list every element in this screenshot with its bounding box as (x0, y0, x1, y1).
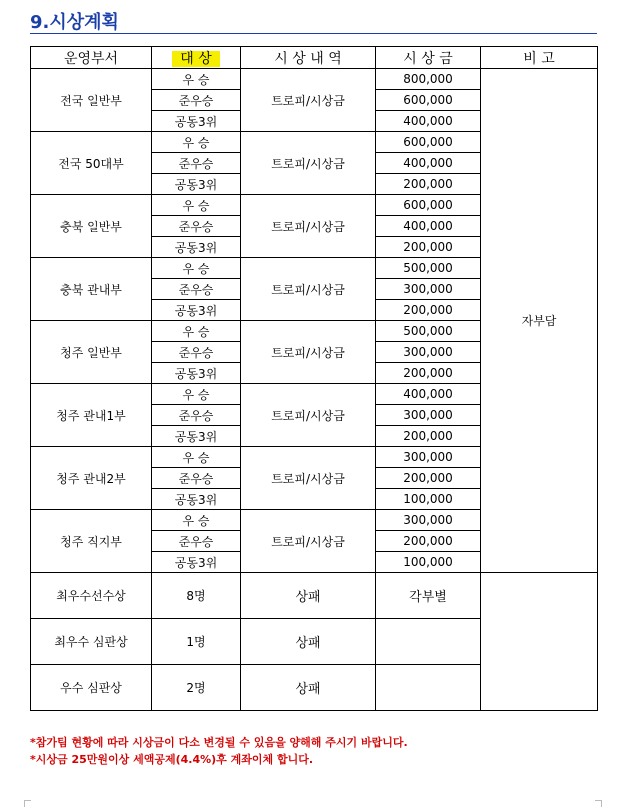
content-cell: 트로피/시상금 (241, 384, 376, 447)
prize-cell: 600,000 (376, 132, 481, 153)
rank-cell: 준우승 (152, 531, 241, 552)
rank-cell: 우 승 (152, 258, 241, 279)
page-corner-mark-left (24, 800, 31, 807)
table-row (31, 69, 598, 90)
prize-cell: 300,000 (376, 405, 481, 426)
note-cell-self-pay: 자부담 (481, 69, 598, 573)
rank-cell: 우 승 (152, 384, 241, 405)
content-cell: 상패 (241, 619, 376, 665)
page-corner-mark-right (595, 800, 602, 807)
rank-cell: 준우승 (152, 153, 241, 174)
rank-cell: 우 승 (152, 321, 241, 342)
header-target-label: 대 상 (172, 51, 220, 67)
prize-cell: 500,000 (376, 258, 481, 279)
rank-cell: 공동3위 (152, 363, 241, 384)
content-cell: 트로피/시상금 (241, 447, 376, 510)
prize-cell: 300,000 (376, 342, 481, 363)
prize-cell (376, 619, 481, 665)
special-award-row (31, 573, 598, 619)
rank-cell: 공동3위 (152, 174, 241, 195)
content-cell: 트로피/시상금 (241, 510, 376, 573)
award-plan-table (30, 46, 598, 711)
prize-cell: 200,000 (376, 363, 481, 384)
prize-cell: 300,000 (376, 279, 481, 300)
prize-cell: 200,000 (376, 300, 481, 321)
dept-cell: 전국 일반부 (31, 69, 152, 132)
dept-cell: 우수 심판상 (31, 665, 152, 711)
content-cell: 트로피/시상금 (241, 195, 376, 258)
prize-cell: 600,000 (376, 195, 481, 216)
dept-cell: 충북 관내부 (31, 258, 152, 321)
rank-cell: 준우승 (152, 405, 241, 426)
prize-cell: 각부별 (376, 573, 481, 619)
rank-cell: 준우승 (152, 90, 241, 111)
dept-cell: 청주 관내2부 (31, 447, 152, 510)
prize-cell: 200,000 (376, 531, 481, 552)
title-underline (30, 33, 597, 34)
dept-cell: 청주 일반부 (31, 321, 152, 384)
content-cell: 트로피/시상금 (241, 321, 376, 384)
prize-cell: 200,000 (376, 237, 481, 258)
prize-cell: 400,000 (376, 111, 481, 132)
target-cell: 1명 (152, 619, 241, 665)
prize-cell: 300,000 (376, 510, 481, 531)
target-cell: 8명 (152, 573, 241, 619)
dept-cell: 전국 50대부 (31, 132, 152, 195)
prize-cell: 100,000 (376, 552, 481, 573)
rank-cell: 공동3위 (152, 426, 241, 447)
target-cell: 2명 (152, 665, 241, 711)
rank-cell: 공동3위 (152, 300, 241, 321)
dept-cell: 청주 직지부 (31, 510, 152, 573)
footnote-tax-deduction: *시상금 25만원이상 세액공제(4.4%)후 계좌이체 합니다. (30, 753, 314, 766)
prize-cell (376, 665, 481, 711)
table-header-row (31, 47, 598, 69)
header-target (152, 47, 241, 69)
prize-cell: 500,000 (376, 321, 481, 342)
prize-cell: 200,000 (376, 174, 481, 195)
header-note: 비 고 (481, 47, 598, 69)
rank-cell: 공동3위 (152, 552, 241, 573)
rank-cell: 우 승 (152, 132, 241, 153)
rank-cell: 공동3위 (152, 489, 241, 510)
rank-cell: 준우승 (152, 468, 241, 489)
note-cell-empty (481, 573, 598, 711)
rank-cell: 공동3위 (152, 111, 241, 132)
dept-cell: 최우수선수상 (31, 573, 152, 619)
prize-cell: 200,000 (376, 426, 481, 447)
prize-cell: 400,000 (376, 153, 481, 174)
prize-cell: 400,000 (376, 216, 481, 237)
rank-cell: 우 승 (152, 447, 241, 468)
rank-cell: 준우승 (152, 216, 241, 237)
prize-cell: 800,000 (376, 69, 481, 90)
dept-cell: 충북 일반부 (31, 195, 152, 258)
prize-cell: 300,000 (376, 447, 481, 468)
rank-cell: 우 승 (152, 69, 241, 90)
prize-cell: 400,000 (376, 384, 481, 405)
header-dept: 운영부서 (31, 47, 152, 69)
rank-cell: 준우승 (152, 279, 241, 300)
rank-cell: 우 승 (152, 195, 241, 216)
header-content: 시 상 내 역 (241, 47, 376, 69)
footnote-prize-change: *참가팀 현황에 따라 시상금이 다소 변경될 수 있음을 양해해 주시기 바랍니다. (30, 736, 408, 749)
prize-cell: 200,000 (376, 468, 481, 489)
content-cell: 트로피/시상금 (241, 132, 376, 195)
content-cell: 트로피/시상금 (241, 258, 376, 321)
header-prize: 시 상 금 (376, 47, 481, 69)
content-cell: 트로피/시상금 (241, 69, 376, 132)
prize-cell: 100,000 (376, 489, 481, 510)
dept-cell: 최우수 심판상 (31, 619, 152, 665)
dept-cell: 청주 관내1부 (31, 384, 152, 447)
section-title: 9.시상계획 (30, 12, 119, 33)
content-cell: 상패 (241, 665, 376, 711)
content-cell: 상패 (241, 573, 376, 619)
prize-cell: 600,000 (376, 90, 481, 111)
rank-cell: 우 승 (152, 510, 241, 531)
rank-cell: 준우승 (152, 342, 241, 363)
rank-cell: 공동3위 (152, 237, 241, 258)
